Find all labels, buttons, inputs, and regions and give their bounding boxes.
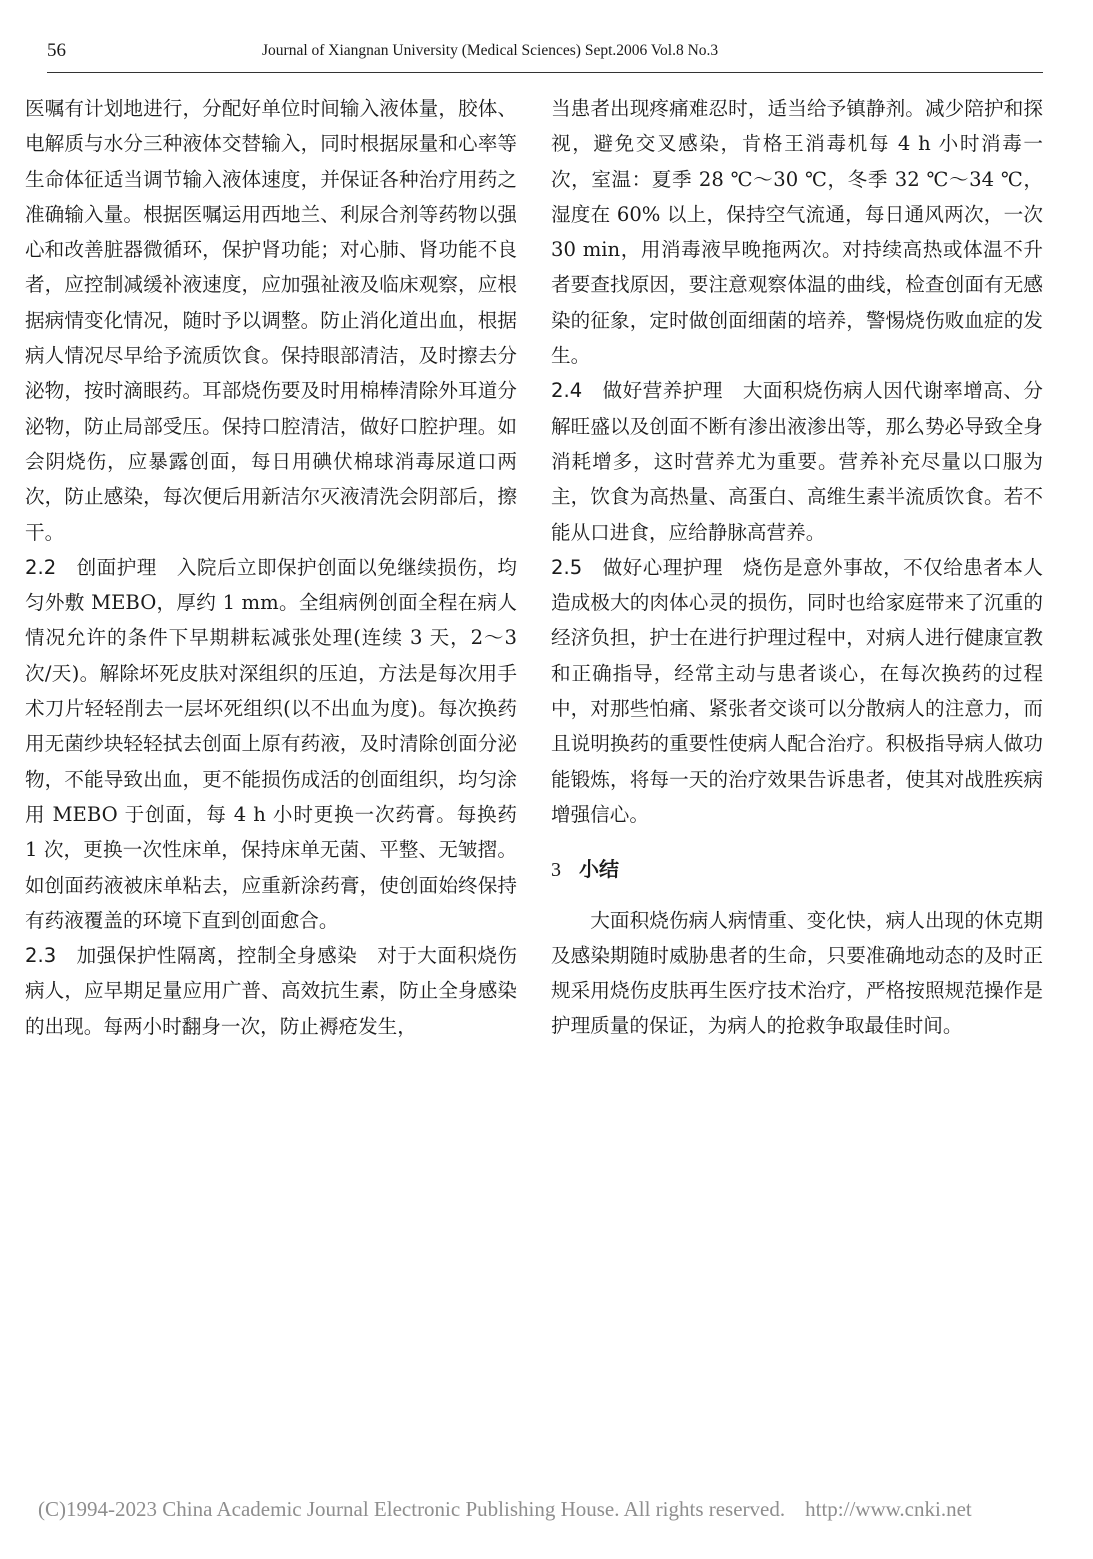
cnki-link[interactable]: http://www.cnki.net <box>805 1497 972 1521</box>
section-2-2-body: 入院后立即保护创面以免继续损伤，均匀外敷 MEBO，厚约 1 mm。全组病例创面全程在病人情况允许的条件下早期耕耘减张处理(连续 3 天，2～3 次/天)。解除坏死皮肤对深组织的压迫，方法是每次用手术刀片轻轻削去一层坏死组织(以不出血为度)。每次换药用无菌纱块轻轻拭去创面上原有药液，及时清除创面分泌物，不能导致出血，更不能损伤成活的创面组织，均匀涂用 MEBO 于创面，每 4 h 小时更换一次药膏。每换药 1 次，更换一次性床单，保持床单无菌、平整、无皱摺。如创面药液被床单粘去，应重新涂药膏，使创面始终保持有药液覆盖的环境下直到创面愈合。 <box>25 555 518 932</box>
section-2-5-heading: 2.5 做好心理护理 <box>551 555 723 579</box>
section-3-number: 3 <box>551 859 561 882</box>
section-3-heading <box>551 852 1043 888</box>
copyright-footer <box>38 1497 972 1522</box>
paragraph-fluid-therapy: 医嘱有计划地进行，分配好单位时间输入液体量，胶体、电解质与水分三种液体交替输入，同时根据尿量和心率等生命体征适当调节输入液体速度，并保证各种治疗用药之准确输入量。根据医嘱运用西地兰、利尿合剂等药物以强心和改善脏器微循环，保护肾功能；对心肺、肾功能不良者，应控制减缓补液速度，应加强祉液及临床观察，应根据病情变化情况，随时予以调整。防止消化道出血，根据病人情况尽早给予流质饮食。保持眼部清洁，及时擦去分泌物，按时滴眼药。耳部烧伤要及时用棉棒清除外耳道分泌物，防止局部受压。保持口腔清洁，做好口腔护理。如会阴烧伤，应暴露创面，每日用碘伏棉球消毒尿道口两次，防止感染，每次便后用新洁尔灭液清洗会阴部后，擦干。 <box>25 97 517 544</box>
section-3-title: 小结 <box>579 857 619 882</box>
section-2-2 <box>25 550 517 938</box>
left-column <box>25 91 517 1044</box>
section-2-5-body: 烧伤是意外事故，不仅给患者本人造成极大的肉体心灵的损伤，同时也给家庭带来了沉重的经济负担，护士在进行护理过程中，对病人进行健康宣教和正确指导，经常主动与患者谈心，在每次换药的过程中，对那些怕痛、紧张者交谈可以分散病人的注意力，而且说明换药的重要性使病人配合治疗。积极指导病人做功能锻炼，将每一天的治疗效果告诉患者，使其对战胜疾病增强信心。 <box>551 555 1043 826</box>
section-2-3 <box>25 938 517 1044</box>
section-3-body: 大面积烧伤病人病情重、变化快，病人出现的休克期及感染期随时威胁患者的生命，只要准确地动态的及时正规采用烧伤皮肤再生医疗技术治疗，严格按照规范操作是护理质量的保证，为病人的抢救争取最佳时间。 <box>551 908 1043 1038</box>
journal-citation: Journal of Xiangnan University (Medical Sciences) Sept.2006 Vol.8 No.3 <box>262 42 719 59</box>
paragraph-infection-control: 当患者出现疼痛难忍时，适当给予镇静剂。减少陪护和探视，避免交叉感染，肯格王消毒机每 4 h 小时消毒一次，室温：夏季 28 ℃～30 ℃，冬季 32 ℃～34 ℃，湿度在 60% 以上，保持空气流通，每日通风两次，一次 30 min，用消毒液早晚拖两次。对持续高热或体温不升者要查找原因，要注意观察体温的曲线，检查创面有无感染的征象，定时做创面细菌的培养，警惕烧伤败血症的发生。 <box>551 97 1043 368</box>
page-number: 56 <box>47 40 66 61</box>
section-2-2-heading: 2.2 创面护理 <box>25 555 157 579</box>
section-2-3-heading: 2.3 加强保护性隔离，控制全身感染 <box>25 944 358 968</box>
section-2-4 <box>551 373 1043 549</box>
section-2-5 <box>551 550 1043 832</box>
section-2-3-body: 对于大面积烧伤病人，应早期足量应用广普、高效抗生素，防止全身感染的出现。每两小时翻身一次，防止褥疮发生， <box>25 944 518 1038</box>
copyright-text: (C)1994-2023 China Academic Journal Electronic Publishing House. All rights reserved. <box>38 1497 786 1521</box>
section-2-4-heading: 2.4 做好营养护理 <box>551 379 723 403</box>
section-2-4-body: 大面积烧伤病人因代谢率增高、分解旺盛以及创面不断有渗出液渗出等，那么势必导致全身消耗增多，这时营养尤为重要。营养补充尽量以口服为主，饮食为高热量、高蛋白、高维生素半流质饮食。若不能从口进食，应给静脉高营养。 <box>551 379 1043 544</box>
running-header <box>47 38 1043 73</box>
right-column <box>551 91 1043 1044</box>
